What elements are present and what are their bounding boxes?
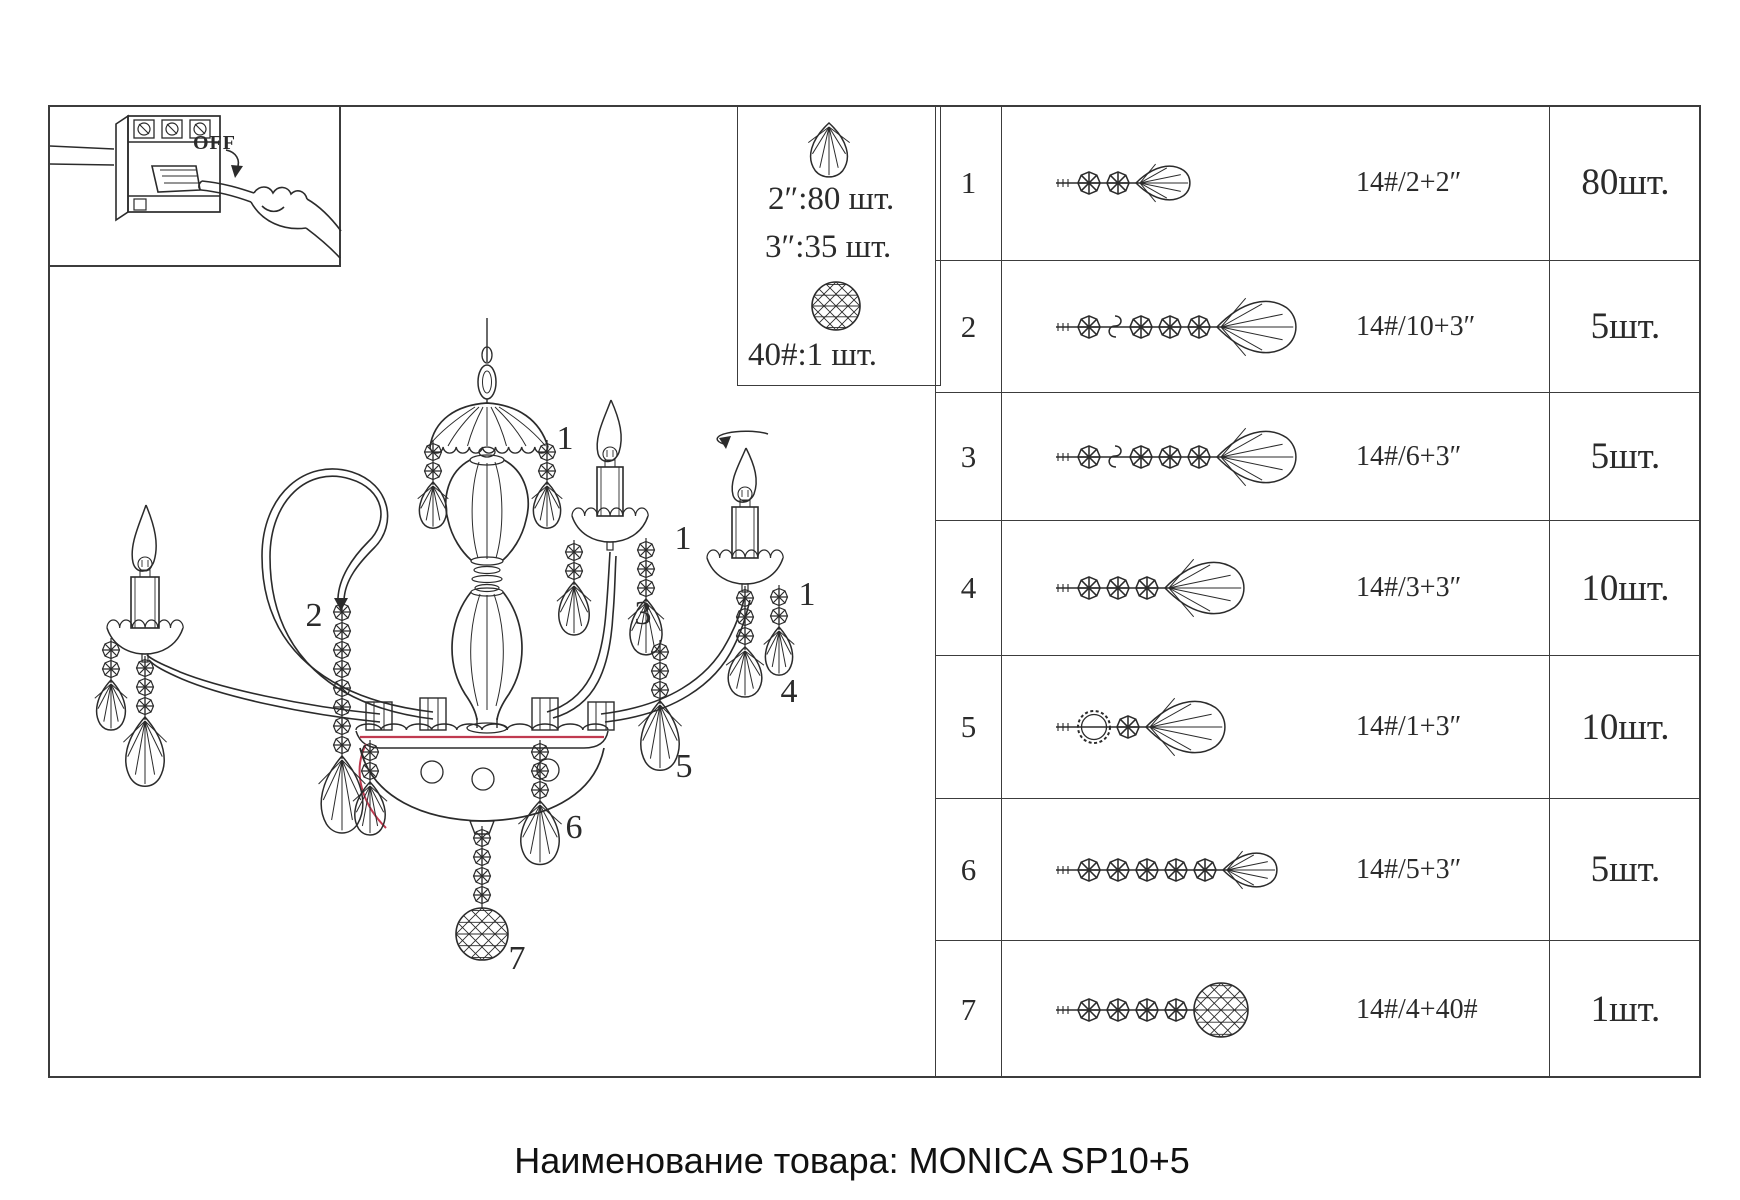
part-row-icon-code — [1001, 520, 1549, 655]
part-code: 14#/5+3″ — [1356, 853, 1462, 885]
callout-7: 7 — [508, 940, 526, 977]
part-code: 14#/4+40# — [1356, 993, 1478, 1025]
callout-1b: 1 — [674, 520, 692, 557]
crystal-strand-icon — [1050, 133, 1350, 233]
part-row-icon-code — [1001, 798, 1549, 940]
crystal-strand-icon — [1050, 960, 1350, 1060]
parts-table — [935, 105, 1700, 1078]
crystal-legend — [737, 105, 941, 386]
power-off-panel — [48, 105, 341, 267]
callout-5: 5 — [675, 748, 693, 785]
crystal-strand-icon — [1050, 820, 1350, 920]
callout-4: 4 — [780, 673, 798, 710]
part-code: 14#/1+3″ — [1356, 711, 1462, 742]
part-code: 14#/10+3″ — [1356, 310, 1476, 342]
part-row-icon-code — [1001, 105, 1549, 260]
callout-3: 3 — [634, 595, 652, 632]
part-code: 14#/2+2″ — [1356, 166, 1462, 198]
part-quantity: 5шт. — [1549, 260, 1701, 392]
callout-1: 1 — [556, 420, 574, 457]
part-row-icon-code — [1001, 392, 1549, 520]
part-quantity: 5шт. — [1549, 798, 1701, 940]
part-row-number: 6 — [936, 798, 1001, 940]
part-quantity: 80шт. — [1549, 105, 1701, 260]
part-row-icon-code — [1001, 655, 1549, 798]
callout-1c: 1 — [798, 576, 816, 613]
part-row-number: 2 — [936, 260, 1001, 392]
product-name-caption: Наименование товара: MONICA SP10+5 — [514, 1140, 1190, 1181]
faceted-ball-icon — [804, 277, 868, 335]
part-row-number: 5 — [936, 655, 1001, 798]
crystal-strand-icon — [1050, 677, 1350, 777]
part-quantity: 5шт. — [1549, 392, 1701, 520]
crystal-strand-icon — [1050, 277, 1350, 377]
callout-2: 2 — [305, 597, 323, 634]
legend-count-ball: 40#:1 шт. — [748, 337, 878, 373]
callout-6: 6 — [565, 809, 583, 846]
part-code: 14#/3+3″ — [1356, 572, 1462, 603]
part-row-icon-code — [1001, 260, 1549, 392]
teardrop-crystal-icon — [793, 119, 865, 185]
part-row-number: 3 — [936, 392, 1001, 520]
part-row-icon-code — [1001, 940, 1549, 1078]
part-row-number: 7 — [936, 940, 1001, 1078]
part-code: 14#/6+3″ — [1356, 440, 1462, 472]
part-row-number: 1 — [960, 164, 977, 200]
part-row-number: 4 — [936, 520, 1001, 655]
off-label: OFF — [193, 132, 236, 154]
part-quantity: 10шт. — [1549, 520, 1701, 655]
part-quantity: 1шт. — [1549, 940, 1701, 1078]
part-quantity: 10шт. — [1549, 655, 1701, 798]
legend-count-3inch: 3″:35 шт. — [765, 229, 892, 265]
legend-count-2inch: 2″:80 шт. — [768, 181, 895, 217]
crystal-strand-icon — [1050, 407, 1350, 507]
crystal-strand-icon — [1050, 538, 1350, 638]
